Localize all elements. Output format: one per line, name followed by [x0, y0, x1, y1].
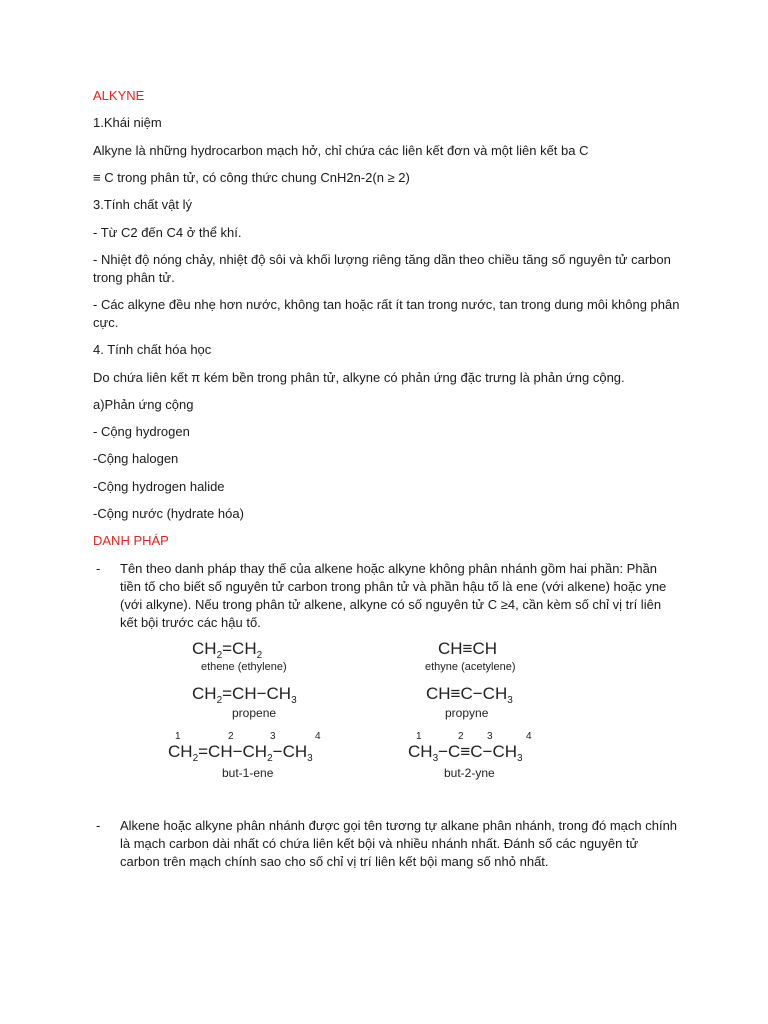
butene-number-4: 4 — [315, 731, 321, 742]
ethene-name: ethene (ethylene) — [201, 661, 287, 673]
section-4-item-1: - Cộng hydrogen — [93, 424, 190, 439]
section-4-heading: 4. Tính chất hóa học — [93, 342, 212, 357]
bullet-dash-1: - — [96, 561, 101, 576]
ethyne-formula: CH≡CH — [438, 639, 498, 658]
section-4-paragraph-1: Do chứa liên kết π kém bền trong phân tử, alkyne có phản ứng đặc trưng là phản ứng cộng. — [93, 370, 625, 385]
section-1-paragraph-2: ≡ C trong phân tử, có công thức chung CnH2n-2(n ≥ 2) — [93, 170, 410, 185]
section-3-paragraph-1: - Từ C2 đến C4 ở thể khí. — [93, 225, 242, 240]
naming-heading: DANH PHÁP — [93, 533, 169, 548]
butene-number-2: 2 — [228, 731, 234, 742]
bullet-1-text: Tên theo danh pháp thay thế của alkene hoặc alkyne không phân nhánh gồm hai phần: Phần tiền tố cho biết số nguyên tử carbon trong phân tử và phần hậu tố là ene (với alkene) hoặc yne (với alkyne). Nếu trong phân tử alkene, alkyne có số nguyên tử C ≥4, cần kèm số chỉ vị trí liên kết bội trước các hậu tố. — [120, 561, 667, 630]
butyne-name: but-2-yne — [444, 766, 495, 780]
bullet-dash-2: - — [96, 818, 101, 833]
butene-number-3: 3 — [270, 731, 276, 742]
section-4-subheading: a)Phản ứng cộng — [93, 397, 194, 412]
doc-title: ALKYNE — [93, 88, 145, 103]
butyne-number-4: 4 — [526, 731, 532, 742]
butene-name: but-1-ene — [222, 766, 274, 780]
propene-formula: $CH_2=CH-CH_3$ — [192, 684, 297, 706]
butyne-number-3: 3 — [487, 731, 493, 742]
alkene-alkyne-structures-figure — [160, 633, 560, 785]
propyne-name: propyne — [445, 706, 489, 720]
section-1-heading: 1.Khái niệm — [93, 115, 162, 130]
butene-formula: $CH_2=CH-CH_2-CH_3$ — [168, 742, 313, 764]
section-3-heading: 3.Tính chất vật lý — [93, 197, 192, 212]
section-3-paragraph-3: - Các alkyne đều nhẹ hơn nước, không tan hoặc rất ít tan trong nước, tan trong dung môi không phân cực. — [93, 297, 680, 330]
section-3-paragraph-2: - Nhiệt độ nóng chảy, nhiệt độ sôi và khối lượng riêng tăng dần theo chiều tăng số nguyên tử carbon trong phân tử. — [93, 252, 671, 285]
bullet-2-text: Alkene hoặc alkyne phân nhánh được gọi tên tương tự alkane phân nhánh, trong đó mạch chính là mạch carbon dài nhất có chứa liên kết bội và nhiều nhánh nhất. Đánh số các nguyên tử carbon trên mạch chính sao cho số chỉ vị trí liên kết bội mang số nhỏ nhất. — [120, 818, 678, 869]
propyne-formula: $CH\equiv C-CH_3$ — [426, 684, 513, 706]
butyne-number-1: 1 — [416, 731, 422, 742]
butyne-formula: $CH_3-C\equiv C-CH_3$ — [408, 742, 523, 764]
propene-name: propene — [232, 706, 277, 720]
section-4-item-2: -Cộng halogen — [93, 451, 179, 466]
section-4-item-4: -Cộng nước (hydrate hóa) — [93, 506, 244, 521]
ethene-formula: $CH_2=CH_2$ — [192, 639, 263, 661]
section-4-item-3: -Cộng hydrogen halide — [93, 479, 225, 494]
ethyne-name: ethyne (acetylene) — [425, 661, 516, 673]
butyne-number-2: 2 — [458, 731, 464, 742]
section-1-paragraph-1: Alkyne là những hydrocarbon mạch hở, chỉ chứa các liên kết đơn và một liên kết ba C — [93, 143, 589, 158]
butene-number-1: 1 — [175, 731, 181, 742]
